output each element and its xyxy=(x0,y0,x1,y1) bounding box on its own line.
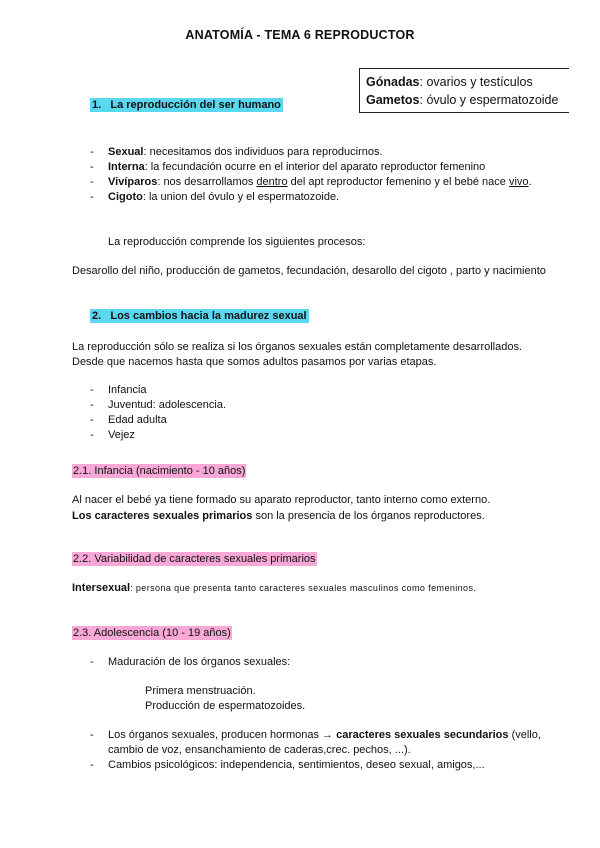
intersexual-definition: Intersexual: persona que presenta tanto caracteres sexuales masculinos como femeninos. xyxy=(72,582,477,594)
bullet-dash: - xyxy=(90,161,94,173)
bullet-dash: - xyxy=(90,759,94,771)
infancia-line-1: Al nacer el bebé ya tiene formado su aparato reproductor, tanto interno como externo. xyxy=(72,494,491,506)
bullet-interna: Interna: la fecundación ocurre en el interior del aparato reproductor femenino xyxy=(108,161,486,173)
adolescence-bullet-2-cont: cambio de voz, ensanchamiento de caderas,crec. pechos, ...). xyxy=(108,744,411,756)
page-title: ANATOMÍA - TEMA 6 REPRODUCTOR xyxy=(185,28,415,42)
bullet-dash: - xyxy=(90,729,94,741)
stage-item: Juventud: adolescencia. xyxy=(108,399,227,411)
definition-box xyxy=(359,68,569,113)
bullet-viviparos: Vivíparos: nos desarrollamos dentro del apt reproductor femenino y el bebé nace vivo. xyxy=(108,176,532,188)
bullet-dash: - xyxy=(90,176,94,188)
adolescence-bullet-1: Maduración de los órganos sexuales: xyxy=(108,656,291,668)
bullet-cigoto: Cigoto: la union del óvulo y el espermatozoide. xyxy=(108,191,340,203)
bullet-dash: - xyxy=(90,429,94,441)
bullet-sexual: Sexual: necesitamos dos individuos para reproducirnos. xyxy=(108,146,383,158)
subsection-2-1-heading: 2.1. Infancia (nacimiento - 10 años) xyxy=(73,465,246,477)
box-line-gonadas: Gónadas: ovarios y testículos xyxy=(366,75,533,89)
section-2-para-1: La reproducción sólo se realiza si los órganos sexuales están completamente desarrollados. xyxy=(72,341,523,353)
section-1-heading: 1. La reproducción del ser humano xyxy=(92,99,281,111)
stage-item: Infancia xyxy=(108,384,147,396)
adolescence-bullet-2: Los órganos sexuales, producen hormonas → caracteres sexuales secundarios (vello, xyxy=(108,729,541,741)
adolescence-bullet-3: Cambios psicológicos: independencia, sentimientos, deseo sexual, amigos,... xyxy=(108,759,485,771)
stage-item: Vejez xyxy=(108,429,135,441)
infancia-line-2: Los caracteres sexuales primarios son la presencia de los órganos reproductores. xyxy=(72,510,485,522)
section-2-para-2: Desde que nacemos hasta que somos adultos pasamos por varias etapas. xyxy=(72,356,437,368)
section-2-heading: 2. Los cambios hacia la madurez sexual xyxy=(92,310,307,322)
bullet-dash: - xyxy=(90,384,94,396)
bullet-dash: - xyxy=(90,191,94,203)
processes-list: Desarollo del niño, producción de gametos, fecundación, desarollo del cigoto , parto y nacimiento xyxy=(72,265,546,277)
bullet-dash: - xyxy=(90,399,94,411)
processes-intro: La reproducción comprende los siguientes procesos: xyxy=(108,236,366,248)
bullet-dash: - xyxy=(90,414,94,426)
adolescence-sub-2: Producción de espermatozoides. xyxy=(145,700,306,712)
bullet-dash: - xyxy=(90,146,94,158)
subsection-2-2-heading: 2.2. Variabilidad de caracteres sexuales primarios xyxy=(73,553,316,565)
adolescence-sub-1: Primera menstruación. xyxy=(145,685,256,697)
box-line-gametos: Gametos: óvulo y espermatozoide xyxy=(366,93,559,107)
subsection-2-3-heading: 2.3. Adolescencia (10 - 19 años) xyxy=(73,627,231,639)
bullet-dash: - xyxy=(90,656,94,668)
stage-item: Edad adulta xyxy=(108,414,167,426)
